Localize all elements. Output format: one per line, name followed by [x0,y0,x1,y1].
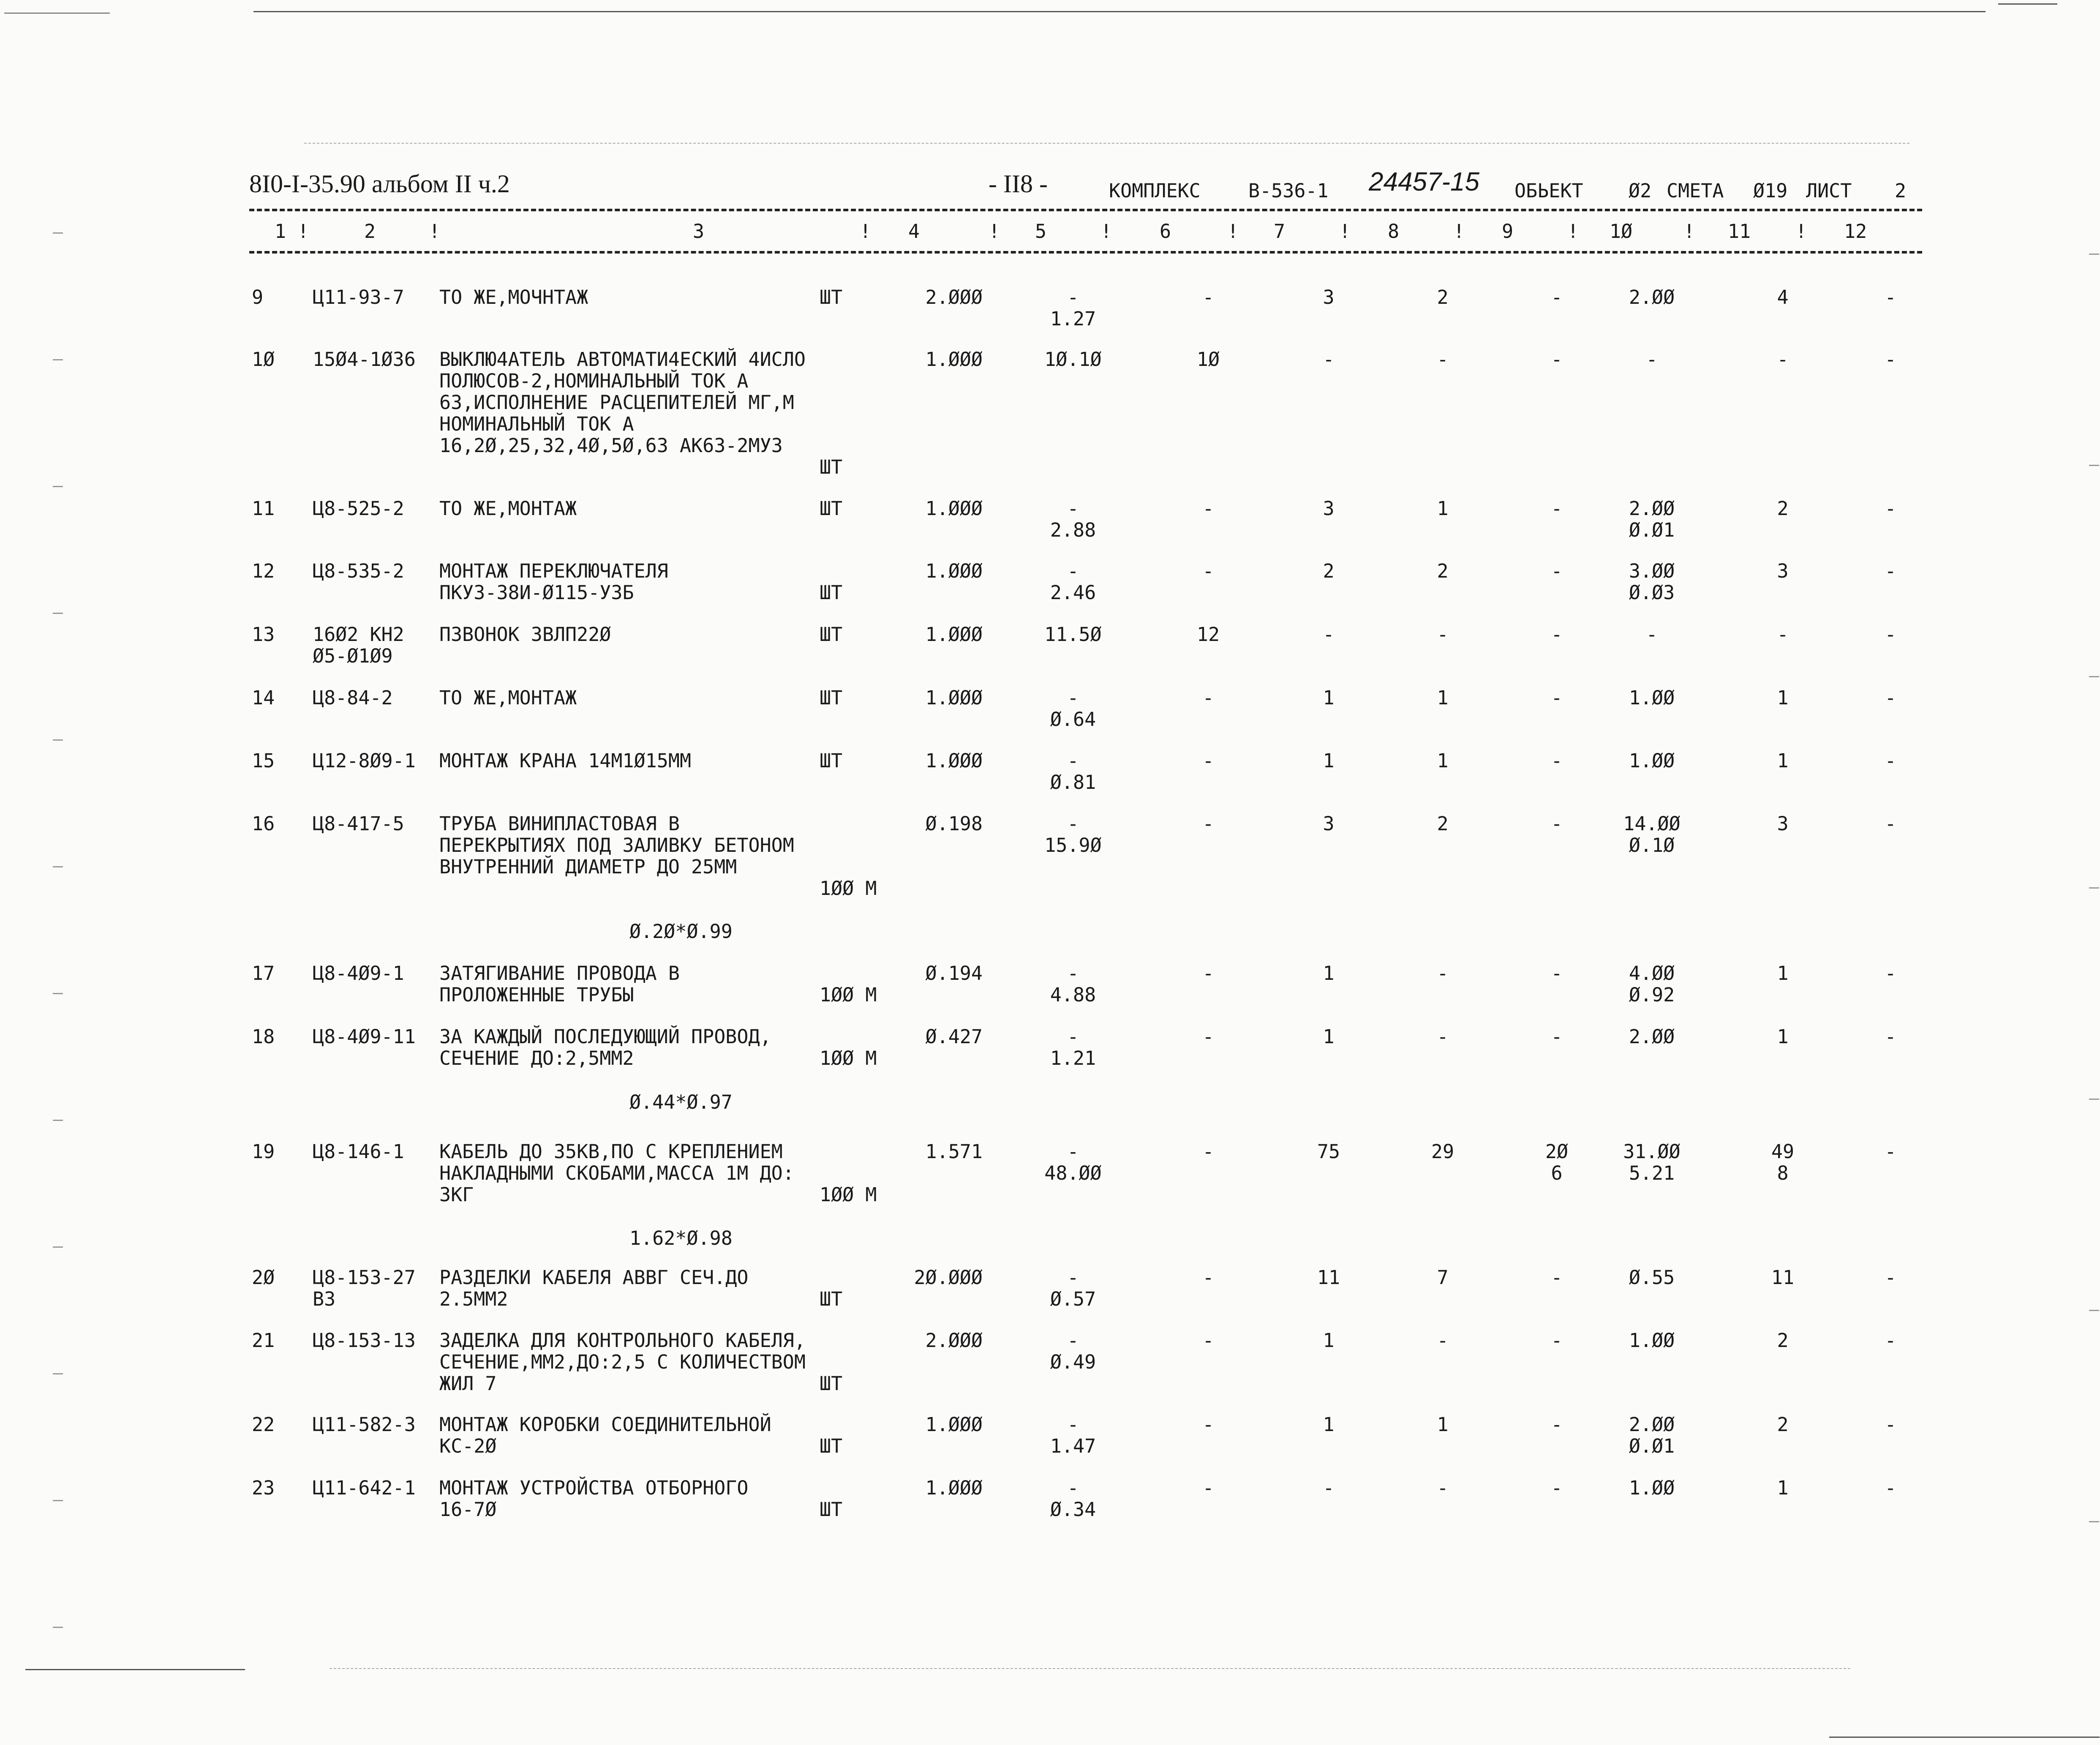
measure-unit: 1ØØ М [820,1047,877,1069]
col6-value: - [1202,560,1214,582]
table-row [0,348,2100,478]
col12-value: - [1885,623,1896,646]
resource-code: Ц8-153-27 [313,1266,416,1289]
quantity: 1.ØØØ [925,750,983,772]
sheet-value: 2 [1895,180,1907,202]
col6-value: - [1202,1413,1214,1436]
quantity: 1.ØØØ [925,623,983,646]
quantity: 1.ØØØ [925,560,983,582]
row-number: 11 [252,497,275,520]
col5-value: - [1067,497,1079,520]
col9-value: - [1551,623,1563,646]
col5-value: - [1067,1413,1079,1436]
work-description: СЕЧЕНИЕ ДО:2,5ММ2 [439,1047,634,1069]
measure-unit: 1ØØ М [820,877,877,900]
column-header: 6 [1160,220,1171,243]
col12-value: - [1885,348,1896,371]
quantity-formula: Ø.2Ø*Ø.99 [629,920,733,943]
work-description: КАБЕЛЬ ДО 35КВ,ПО С КРЕПЛЕНИЕМ [439,1140,783,1163]
quantity: 1.ØØØ [925,1477,983,1499]
margin-tick [53,1627,63,1628]
margin-tick [53,486,63,487]
col5-value: 11.5Ø [1044,623,1102,646]
measure-unit: 1ØØ М [820,984,877,1006]
sheet-label: ЛИСТ [1806,180,1852,202]
col8-value: 7 [1437,1266,1449,1289]
col12-value: - [1885,1140,1896,1163]
col11-value: 3 [1777,813,1789,835]
work-description: МОНТАЖ УСТРОЙСТВА ОТБОРНОГО [439,1477,749,1499]
col6-value: - [1202,750,1214,772]
col9-value: - [1551,348,1563,371]
col12-value: - [1885,750,1896,772]
column-header: 1Ø [1610,220,1633,243]
object-value: Ø2 [1629,180,1652,202]
col11-value: 49 [1771,1140,1795,1163]
col11-value: 1 [1777,1025,1789,1048]
column-header: 8 [1388,220,1400,243]
measure-unit: ШТ [820,687,843,709]
col7-value: - [1323,623,1335,646]
row-number: 9 [252,286,264,308]
col5-value: Ø.57 [1050,1288,1096,1310]
col5-value: 1.27 [1050,308,1096,330]
quantity: 1.ØØØ [925,348,983,371]
col5-value: - [1067,1329,1079,1352]
resource-code: Ø5-Ø1Ø9 [313,645,393,667]
quantity: 1.571 [925,1140,983,1163]
col5-value: - [1067,962,1079,984]
quantity: Ø.427 [925,1025,983,1048]
col5-value: - [1067,1266,1079,1289]
col8-value: - [1437,1329,1449,1352]
column-header: 2 [364,220,376,243]
col7-value: 1 [1323,1025,1335,1048]
object-label: ОБЬЕКТ [1514,180,1583,202]
col9-value: 2Ø [1545,1140,1569,1163]
row-number: 15 [252,750,275,772]
work-description: ПРОЛОЖЕННЫЕ ТРУБЫ [439,984,634,1006]
column-divider: ! [1683,220,1695,243]
table-row [0,1026,2100,1144]
col7-value: 3 [1323,497,1335,520]
column-divider: ! [860,220,872,243]
column-header: 1 ! [275,220,309,243]
column-divider: ! [1453,220,1465,243]
col6-value: - [1202,687,1214,709]
row-number: 1Ø [252,348,275,371]
col6-value: - [1202,497,1214,520]
resource-code: Ц8-417-5 [313,813,404,835]
estimate-value: Ø19 [1753,180,1788,202]
col8-value: 1 [1437,1413,1449,1436]
col11-value: 2 [1777,1413,1789,1436]
work-description: КС-2Ø [439,1435,497,1457]
album-reference: 8I0-I-35.90 альбом II ч.2 [249,170,510,198]
resource-code: Ц8-153-13 [313,1329,416,1352]
col5-value: 2.46 [1050,581,1096,604]
work-description: МОНТАЖ КОРОБКИ СОЕДИНИТЕЛЬНОЙ [439,1413,771,1436]
row-number: 2Ø [252,1266,275,1289]
col9-value: - [1551,813,1563,835]
measure-unit: 1ØØ М [820,1183,877,1206]
col7-value: 1 [1323,1413,1335,1436]
row-number: 22 [252,1413,275,1436]
col10-value: 3.ØØ [1629,560,1675,582]
work-description: ТРУБА ВИНИПЛАСТОВАЯ В [439,813,680,835]
col5-value: 48.ØØ [1044,1162,1102,1184]
col12-value: - [1885,1329,1896,1352]
col10-value: 4.ØØ [1629,962,1675,984]
col9-value: - [1551,1025,1563,1048]
resource-code: Ц8-4Ø9-1 [313,962,404,984]
column-divider: ! [1339,220,1351,243]
resource-code: 16Ø2 КН2 [313,623,404,646]
resource-code: Ц8-146-1 [313,1140,404,1163]
row-number: 12 [252,560,275,582]
column-divider: ! [1100,220,1112,243]
quantity: 2.ØØØ [925,1329,983,1352]
measure-unit: ШТ [820,1288,843,1310]
top-border-line [253,11,1986,12]
col5-value: - [1067,560,1079,582]
work-description: 16-7Ø [439,1498,497,1521]
col6-value: - [1202,1266,1214,1289]
col10-value: - [1646,348,1658,371]
work-description: СЕЧЕНИЕ,ММ2,ДО:2,5 С КОЛИЧЕСТВОМ [439,1351,806,1373]
col6-value: 12 [1196,623,1220,646]
resource-code: Ц8-4Ø9-11 [313,1025,416,1048]
col12-value: - [1885,497,1896,520]
col10-value: 1.ØØ [1629,1329,1675,1352]
col12-value: - [1885,962,1896,984]
bottom-right-scan-mark [1829,1737,2100,1738]
col12-value: - [1885,1025,1896,1048]
measure-unit: ШТ [820,1435,843,1457]
column-divider: ! [1227,220,1239,243]
measure-unit: ШТ [820,286,843,308]
col11-value: 4 [1777,286,1789,308]
resource-code: Ц11-93-7 [313,286,404,308]
col7-value: 1 [1323,962,1335,984]
col10-value: 31.ØØ [1623,1140,1681,1163]
col12-value: - [1885,813,1896,835]
col11-value: 1 [1777,1477,1789,1499]
work-description: ТО ЖЕ,МОНТАЖ [439,687,577,709]
work-description: МОНТАЖ ПЕРЕКЛЮЧАТЕЛЯ [439,560,668,582]
table-row [0,1477,2100,1595]
col9-value: - [1551,286,1563,308]
col11-value: 8 [1777,1162,1789,1184]
col7-value: - [1323,348,1335,371]
work-description: МОНТАЖ КРАНА 14М1Ø15ММ [439,750,692,772]
column-divider: ! [1795,220,1807,243]
col11-value: 2 [1777,497,1789,520]
col5-value: - [1067,1025,1079,1048]
row-number: 13 [252,623,275,646]
col6-value: - [1202,1329,1214,1352]
col11-value: 2 [1777,1329,1789,1352]
resource-code: Ц11-582-3 [313,1413,416,1436]
col5-value: - [1067,1477,1079,1499]
header-separator-top [249,209,1922,211]
col9-value: - [1551,497,1563,520]
column-header: 12 [1844,220,1867,243]
column-header: 11 [1728,220,1751,243]
col6-value: - [1202,1477,1214,1499]
column-divider: ! [429,220,441,243]
col6-value: - [1202,962,1214,984]
margin-tick [2089,254,2099,255]
col5-value: - [1067,750,1079,772]
complex-label: КОМПЛЕКС [1109,180,1201,202]
quantity-formula: 1.62*Ø.98 [629,1227,733,1249]
col8-value: 1 [1437,750,1449,772]
quantity: 1.ØØØ [925,687,983,709]
scan-faint-line [304,143,1909,144]
resource-code: В3 [313,1288,336,1310]
col12-value: - [1885,286,1896,308]
col8-value: - [1437,1477,1449,1499]
col5-value: Ø.34 [1050,1498,1096,1521]
col11-value: 1 [1777,687,1789,709]
bottom-left-scan-mark [25,1669,245,1670]
col7-value: 75 [1317,1140,1340,1163]
col5-value: - [1067,1140,1079,1163]
col6-value: - [1202,813,1214,835]
work-description: ТО ЖЕ,МОНТАЖ [439,497,577,520]
top-right-scan-mark [1998,3,2057,5]
work-description: ПЕРЕКРЫТИЯХ ПОД ЗАЛИВКУ БЕТОНОМ [439,834,794,856]
col7-value: 1 [1323,750,1335,772]
col7-value: 11 [1317,1266,1340,1289]
work-description: П3ВОНОК 3ВЛП22Ø [439,623,611,646]
col10-value: Ø.1Ø [1629,834,1675,856]
col8-value: - [1437,1025,1449,1048]
col7-value: - [1323,1477,1335,1499]
quantity: 1.ØØØ [925,1413,983,1436]
col5-value: 4.88 [1050,984,1096,1006]
col7-value: 1 [1323,1329,1335,1352]
work-description: 2.5ММ2 [439,1288,508,1310]
col11-value: 3 [1777,560,1789,582]
work-description: НАКЛАДНЫМИ СКОБАМИ,МАССА 1М ДО: [439,1162,794,1184]
col10-value: Ø.92 [1629,984,1675,1006]
col11-value: - [1777,623,1789,646]
row-number: 19 [252,1140,275,1163]
col6-value: - [1202,286,1214,308]
work-description: ВНУТРЕННИЙ ДИАМЕТР ДО 25ММ [439,856,737,878]
col10-value: 2.ØØ [1629,497,1675,520]
col12-value: - [1885,1413,1896,1436]
col10-value: 1.ØØ [1629,687,1675,709]
col10-value: 14.ØØ [1623,813,1681,835]
col10-value: Ø.Ø1 [1629,1435,1675,1457]
quantity: 1.ØØØ [925,497,983,520]
col9-value: - [1551,1329,1563,1352]
scan-faint-line [330,1668,1850,1669]
col10-value: 1.ØØ [1629,750,1675,772]
col10-value: Ø.Ø3 [1629,581,1675,604]
measure-unit: ШТ [820,750,843,772]
col6-value: - [1202,1025,1214,1048]
work-description: ПОЛЮСОВ-2,НОМИНАЛЬНЫЙ ТОК А [439,370,749,392]
col5-value: 1.47 [1050,1435,1096,1457]
col10-value: 2.ØØ [1629,286,1675,308]
col7-value: 2 [1323,560,1335,582]
quantity: Ø.198 [925,813,983,835]
col6-value: - [1202,1140,1214,1163]
resource-code: 15Ø4-1Ø36 [313,348,416,371]
col5-value: 15.9Ø [1044,834,1102,856]
col6-value: 1Ø [1196,348,1220,371]
row-number: 21 [252,1329,275,1352]
col10-value: 2.ØØ [1629,1025,1675,1048]
column-divider: ! [989,220,1000,243]
col8-value: 1 [1437,687,1449,709]
col10-value: 5.21 [1629,1162,1675,1184]
handwritten-number: 24457-15 [1369,167,1480,196]
col12-value: - [1885,1266,1896,1289]
col8-value: - [1437,623,1449,646]
quantity: Ø.194 [925,962,983,984]
col12-value: - [1885,560,1896,582]
col7-value: 1 [1323,687,1335,709]
col11-value: 1 [1777,962,1789,984]
top-left-scan-mark [4,13,110,14]
measure-unit: ШТ [820,1498,843,1521]
col11-value: 1 [1777,750,1789,772]
column-divider: ! [1567,220,1579,243]
col5-value: - [1067,687,1079,709]
resource-code: Ц11-642-1 [313,1477,416,1499]
measure-unit: ШТ [820,623,843,646]
col9-value: - [1551,750,1563,772]
col8-value: 2 [1437,813,1449,835]
work-description: РАЗДЕЛКИ КАБЕЛЯ АВВГ СЕЧ.ДО [439,1266,749,1289]
col8-value: - [1437,348,1449,371]
work-description: ВЫКЛЮ4АТЕЛЬ АВТОМАТИ4ЕСКИЙ 4ИСЛО [439,348,806,371]
col11-value: 11 [1771,1266,1795,1289]
col8-value: 2 [1437,286,1449,308]
measure-unit: ШТ [820,456,843,478]
col12-value: - [1885,1477,1896,1499]
quantity: 2.ØØØ [925,286,983,308]
col5-value: Ø.49 [1050,1351,1096,1373]
column-header: 4 [908,220,920,243]
col10-value: - [1646,623,1658,646]
column-header: 7 [1274,220,1286,243]
col5-value: 1Ø.1Ø [1044,348,1102,371]
complex-value: В-536-1 [1248,180,1329,202]
column-header: 5 [1035,220,1047,243]
col9-value: - [1551,687,1563,709]
col9-value: - [1551,560,1563,582]
resource-code: Ц8-535-2 [313,560,404,582]
col8-value: 29 [1431,1140,1454,1163]
column-header: 9 [1502,220,1514,243]
work-description: 63,ИСПОЛНЕНИЕ РАСЦЕПИТЕЛЕЙ МГ,М [439,391,794,414]
col9-value: - [1551,1413,1563,1436]
col5-value: - [1067,286,1079,308]
col8-value: 2 [1437,560,1449,582]
col5-value: Ø.64 [1050,708,1096,731]
col5-value: 1.21 [1050,1047,1096,1069]
col8-value: - [1437,962,1449,984]
row-number: 18 [252,1025,275,1048]
work-description: ПКУ3-38И-Ø115-У3Б [439,581,634,604]
col9-value: - [1551,1266,1563,1289]
margin-tick [53,232,63,234]
col9-value: 6 [1551,1162,1563,1184]
col12-value: - [1885,687,1896,709]
work-description: НОМИНАЛЬНЫЙ ТОК А [439,413,634,435]
col5-value: 2.88 [1050,519,1096,541]
col10-value: Ø.Ø1 [1629,519,1675,541]
row-number: 23 [252,1477,275,1499]
column-header: 3 [693,220,705,243]
row-number: 14 [252,687,275,709]
work-description: ЗАДЕЛКА ДЛЯ КОНТРОЛЬНОГО КАБЕЛЯ, [439,1329,806,1352]
row-number: 17 [252,962,275,984]
col10-value: 1.ØØ [1629,1477,1675,1499]
quantity: 2Ø.ØØØ [914,1266,983,1289]
col5-value: Ø.81 [1050,771,1096,793]
table-row [0,1141,2100,1259]
measure-unit: ШТ [820,581,843,604]
work-description: ЗАТЯГИВАНИЕ ПРОВОДА В [439,962,680,984]
col7-value: 3 [1323,286,1335,308]
col9-value: - [1551,962,1563,984]
col5-value: - [1067,813,1079,835]
quantity-formula: Ø.44*Ø.97 [629,1091,733,1113]
work-description: 16,2Ø,25,32,4Ø,5Ø,63 АК63-2МУ3 [439,434,783,457]
col10-value: 2.ØØ [1629,1413,1675,1436]
col9-value: - [1551,1477,1563,1499]
estimate-label: СМЕТА [1667,180,1724,202]
col8-value: 1 [1437,497,1449,520]
row-number: 16 [252,813,275,835]
work-description: ЖИЛ 7 [439,1372,497,1395]
measure-unit: ШТ [820,1372,843,1395]
header-separator-bottom [249,251,1922,254]
col11-value: - [1777,348,1789,371]
work-description: ТО ЖЕ,МОЧНТАЖ [439,286,588,308]
resource-code: Ц8-84-2 [313,687,393,709]
table-row [0,813,2100,943]
work-description: 3КГ [439,1183,474,1206]
page-number: - II8 - [989,170,1048,198]
col7-value: 3 [1323,813,1335,835]
resource-code: Ц12-8Ø9-1 [313,750,416,772]
resource-code: Ц8-525-2 [313,497,404,520]
col10-value: Ø.55 [1629,1266,1675,1289]
measure-unit: ШТ [820,497,843,520]
work-description: ЗА КАЖДЫЙ ПОСЛЕДУЮЩИЙ ПРОВОД, [439,1025,771,1048]
